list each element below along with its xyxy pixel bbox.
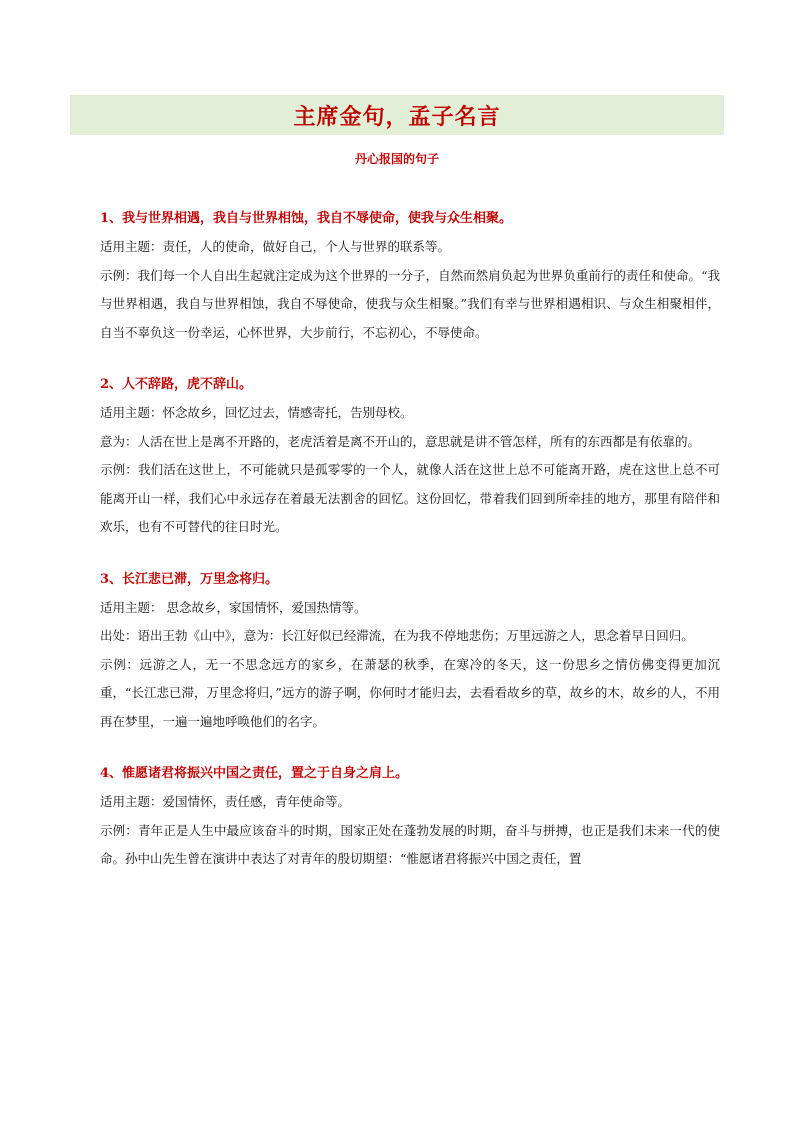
example-paragraph: 示例：我们活在这世上，不可能就只是孤零零的一个人，就像人活在这世上总不可能离开路，虎在这世上总不可能离开山一样，我们心中永远存在着最无法割舍的回忆。这份回忆，带着我们回到所牵挂的地方，那里有陪伴和欢乐，也有不可替代的往日时光。 xyxy=(100,462,720,534)
page-title: 主席金句，孟子名言 xyxy=(293,104,501,130)
example-paragraph: 示例：我们每一个人自出生起就注定成为这个世界的一分子，自然而然肩负起为世界负重前行的责任和使命。“我与世界相遇，我自与世界相蚀，我自不辱使命，使我与众生相聚。”我们有幸与世界相遇相识、与众生相聚相伴，自当不辜负这一份幸运，心怀世界，大步前行，不忘初心，不辱使命。 xyxy=(100,267,720,340)
source-paragraph: 出处：语出王勃《山中》，意为：长江好似已经滞流，在为我不停地悲伤；万里远游之人，思念着早日回归。 xyxy=(100,628,694,643)
quote-section-2 xyxy=(100,371,720,542)
quote-heading: 3、长江悲已滞，万里念将归。 xyxy=(100,571,279,587)
theme-line: 适用主题： 思念故乡，家国情怀，爱国热情等。 xyxy=(100,599,367,615)
quote-section-4 xyxy=(100,760,720,874)
example-paragraph: 示例：青年正是人生中最应该奋斗的时期，国家正处在蓬勃发展的时期，奋斗与拼搏，也正是我们未来一代的使命。孙中山先生曾在演讲中表达了对青年的殷切期望：“惟愿诸君将振兴中国之责任，置 xyxy=(100,822,720,866)
quote-heading: 2、人不辞路，虎不辞山。 xyxy=(100,377,253,392)
theme-line: 适用主题：爱国情怀，责任感，青年使命等。 xyxy=(100,794,351,809)
page-subtitle: 丹心报国的句子 xyxy=(354,152,439,166)
quote-section-1 xyxy=(100,205,720,347)
quote-heading: 1、我与世界相遇，我自与世界相蚀，我自不辱使命，使我与众生相聚。 xyxy=(100,211,513,226)
quote-section-3 xyxy=(100,566,720,737)
theme-line: 适用主题：怀念故乡，回忆过去，情感寄托，告别母校。 xyxy=(100,405,413,420)
example-paragraph: 示例：远游之人，无一不思念远方的家乡，在萧瑟的秋季，在寒冷的冬天，这一份思乡之情仿佛变得更加沉重，“长江悲已滞，万里念将归，”远方的游子啊，你何时才能归去，去看看故乡的草，故乡的木，故乡的人，不用再在梦里，一遍一遍地呼唤他们的名字。 xyxy=(100,656,720,729)
meaning-paragraph: 意为：人活在世上是离不开路的，老虎活着是离不开山的，意思就是讲不管怎样，所有的东西都是有依靠的。 xyxy=(100,433,701,449)
quote-heading: 4、惟愿诸君将振兴中国之责任，置之于自身之肩上。 xyxy=(100,766,409,781)
theme-line: 适用主题：责任，人的使命，做好自己，个人与世界的联系等。 xyxy=(100,239,451,254)
document-body xyxy=(100,205,720,898)
title-banner xyxy=(70,95,724,135)
